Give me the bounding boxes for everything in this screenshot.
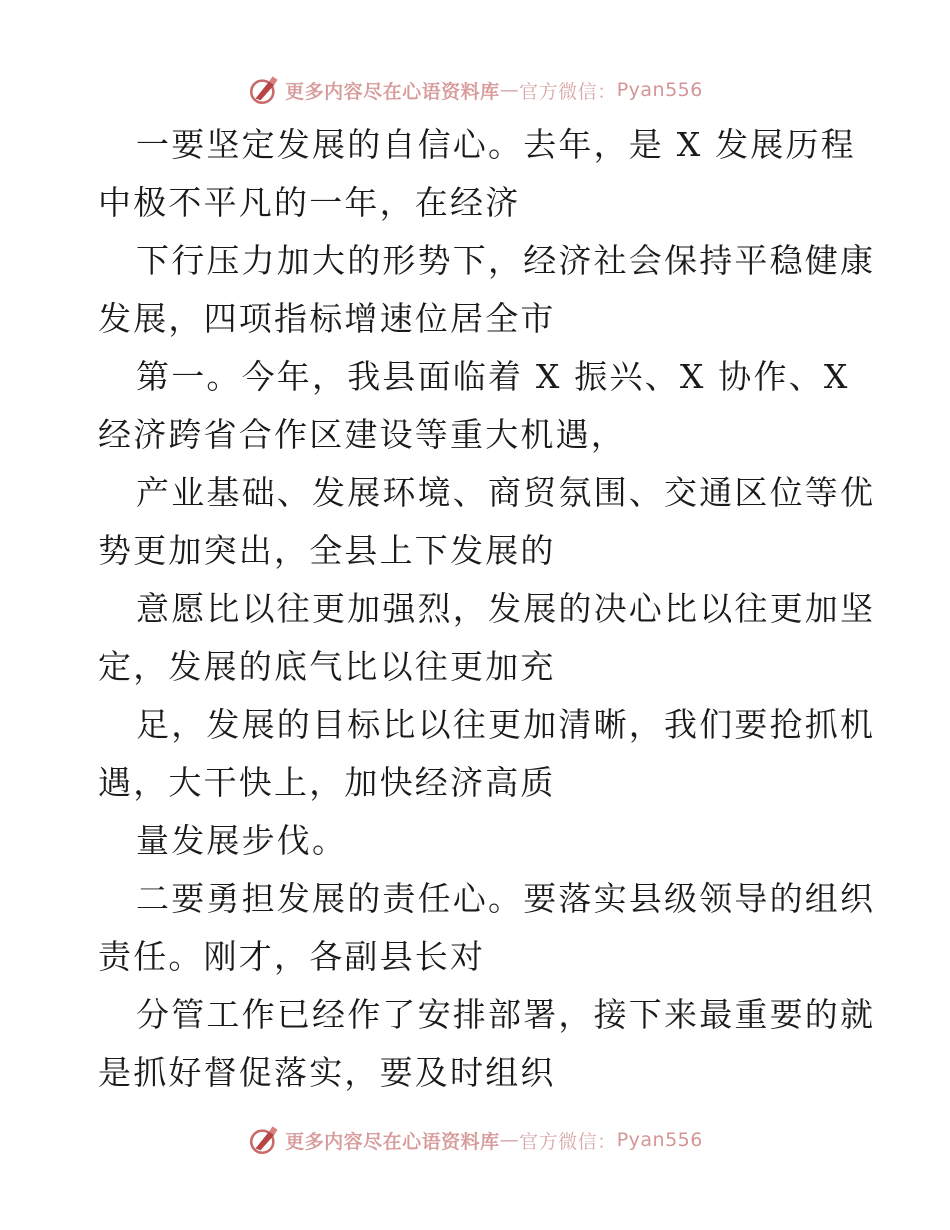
text-line: 定，发展的底气比以往更加充 xyxy=(98,647,556,686)
banner-wechat-label: 官方微信： xyxy=(519,80,617,103)
text-line: 量发展步伐。 xyxy=(136,821,348,860)
text-line: 意愿比以往更加强烈，发展的决心比以往更加坚 xyxy=(136,589,876,628)
text-line: 二要勇担发展的责任心。要落实县级领导的组织 xyxy=(136,879,876,918)
pen-nib-logo-icon xyxy=(247,73,281,107)
banner-wechat-id: Pyan556 xyxy=(616,1129,703,1151)
text-line: 第一。今年，我县面临着 X 振兴、X 协作、X xyxy=(136,357,850,396)
banner-main-text: 更多内容尽在心语资料库 xyxy=(285,1130,500,1153)
text-line: 分管工作已经作了安排部署，接下来最重要的就 xyxy=(136,995,876,1034)
header-banner xyxy=(0,70,950,110)
pen-nib-logo-icon xyxy=(247,1123,281,1157)
banner-main-text: 更多内容尽在心语资料库 xyxy=(285,80,500,103)
text-line: 是抓好督促落实，要及时组织 xyxy=(98,1053,556,1092)
text-line: 遇，大干快上，加快经济高质 xyxy=(98,763,556,802)
banner-wechat-label: 官方微信： xyxy=(519,1130,617,1153)
text-line: 一要坚定发展的自信心。去年，是 X 发展历程 xyxy=(136,125,856,164)
document-body xyxy=(98,116,876,1102)
text-line: 产业基础、发展环境、商贸氛围、交通区位等优 xyxy=(136,473,876,512)
footer-banner xyxy=(0,1120,950,1160)
text-line: 下行压力加大的形势下，经济社会保持平稳健康 xyxy=(136,241,876,280)
text-line: 经济跨省合作区建设等重大机遇， xyxy=(98,415,626,454)
banner-separator: — xyxy=(499,1129,520,1151)
banner-wechat-id: Pyan556 xyxy=(616,79,703,101)
text-line: 势更加突出，全县上下发展的 xyxy=(98,531,556,570)
text-line: 发展，四项指标增速位居全市 xyxy=(98,299,556,338)
text-line: 中极不平凡的一年，在经济 xyxy=(98,183,521,222)
banner-separator: — xyxy=(499,79,520,101)
text-line: 责任。刚才，各副县长对 xyxy=(98,937,486,976)
text-line: 足，发展的目标比以往更加清晰，我们要抢抓机 xyxy=(136,705,876,744)
